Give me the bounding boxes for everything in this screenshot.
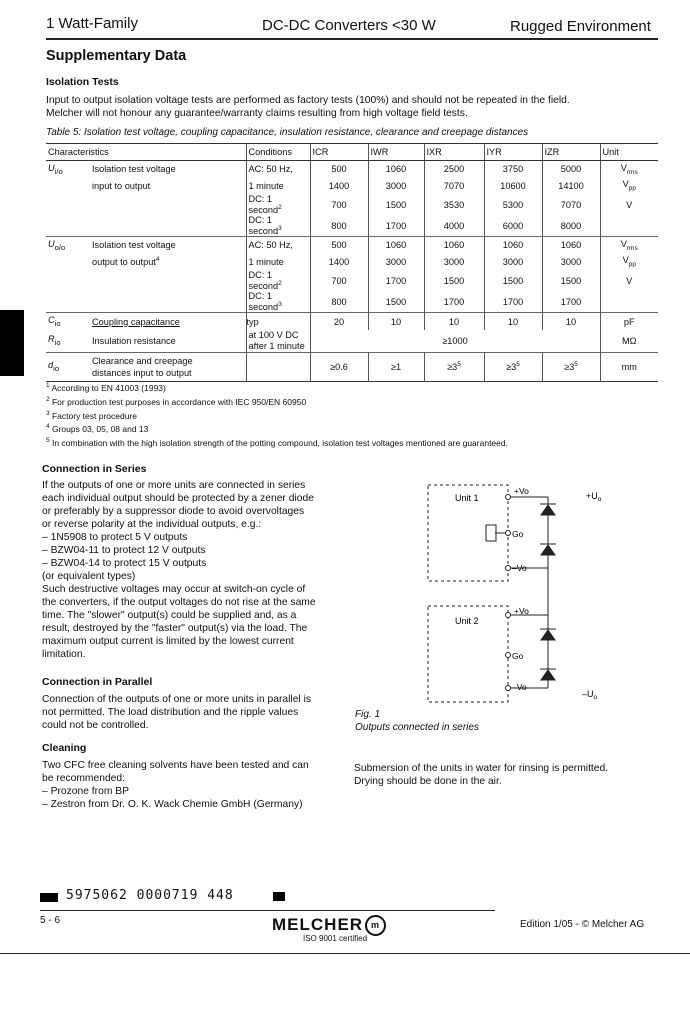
unit2-label: Unit 2 xyxy=(455,616,479,626)
uiso-value-ixr: 2500 xyxy=(424,161,484,178)
unit1-vo-plus: +Vo xyxy=(514,486,529,496)
col-iwr: IWR xyxy=(368,144,424,161)
uiso-value-icr: 1400 xyxy=(310,178,368,195)
output-plus-label: $+U_o$ xyxy=(586,491,602,503)
cio-label: Coupling capacitance xyxy=(92,316,180,327)
cio-value-ixr: 10 xyxy=(424,313,484,330)
uoo-row xyxy=(46,291,658,313)
uiso-row xyxy=(46,178,658,195)
uiso-symbol xyxy=(46,178,90,195)
series-text-line: limitation. xyxy=(42,649,86,660)
uiso-value-ixr: 3530 xyxy=(424,194,484,215)
uoo-value-icr: 500 xyxy=(310,237,368,254)
output-minus-label: $-U_o$ xyxy=(582,689,598,701)
uoo-value-iyr: 1060 xyxy=(484,237,542,254)
col-icr: ICR xyxy=(310,144,368,161)
uiso-value-iyr: 10600 xyxy=(484,178,542,195)
col-unit: Unit xyxy=(600,144,658,161)
uoo-value-iwr: 1060 xyxy=(368,237,424,254)
series-text-line: or preferably by a suppressor diode to avoid overvoltages xyxy=(42,506,305,517)
melcher-logo: MELCHER m xyxy=(272,915,386,936)
uoo-symbol xyxy=(46,291,90,313)
isolation-line-1: Input to output isolation voltage tests are performed as factory tests (100%) and should not be repeated in the field. xyxy=(46,95,570,106)
rio-cond: at 100 V DC after 1 minute xyxy=(246,330,310,353)
uoo-condition: DC: 1 second$^2$ xyxy=(246,270,310,291)
uiso-label xyxy=(90,215,246,237)
page-bottom-rule xyxy=(0,953,690,954)
series-text-line: – 1N5908 to protect 5 V outputs xyxy=(42,532,188,543)
uiso-label: input to output xyxy=(92,180,151,191)
rio-label: Insulation resistance xyxy=(92,335,176,346)
cleaning-right-line-2: Drying should be done in the air. xyxy=(354,776,502,787)
uoo-value-iyr: 1500 xyxy=(484,270,542,291)
cio-value-izr: 10 xyxy=(542,313,600,330)
uoo-value-iwr: 1500 xyxy=(368,291,424,313)
cleaning-text xyxy=(42,759,342,811)
footnotes xyxy=(46,380,658,449)
series-circuit-diagram xyxy=(400,475,650,710)
uoo-value-ixr: 1700 xyxy=(424,291,484,313)
unit1-label: Unit 1 xyxy=(455,493,479,503)
uiso-symbol: $U_{i/o}$ xyxy=(48,162,63,176)
cio-cond: typ xyxy=(246,313,310,330)
uoo-value-izr: 3000 xyxy=(542,254,600,271)
uoo-value-ixr: 3000 xyxy=(424,254,484,271)
cio-value-iwr: 10 xyxy=(368,313,424,330)
uiso-rows xyxy=(46,161,658,237)
unit1-vo-minus: –Vo xyxy=(512,563,527,573)
uiso-value-icr: 800 xyxy=(310,215,368,237)
figure-description: Outputs connected in series xyxy=(355,722,479,733)
col-izr: IZR xyxy=(542,144,600,161)
series-text-line: time. The "slower" output(s) could be supplied and, as a xyxy=(42,610,297,621)
dio-value-iwr: ≥1 xyxy=(368,352,424,381)
uoo-value-izr: 1500 xyxy=(542,270,600,291)
series-text-line: the converters, if the output voltages do not rise at the same xyxy=(42,597,316,608)
uiso-value-iwr: 3000 xyxy=(368,178,424,195)
isolation-intro xyxy=(46,94,658,120)
uoo-value-izr: 1700 xyxy=(542,291,600,313)
isolation-table xyxy=(46,143,658,382)
footer-rule xyxy=(40,910,495,911)
series-heading: Connection in Series xyxy=(42,463,147,475)
dio-value-icr: ≥0.6 xyxy=(310,352,368,381)
col-ixr: IXR xyxy=(424,144,484,161)
dio-label: Clearance and creepage distances input to output xyxy=(92,355,193,378)
uoo-label: output to output$^4$ xyxy=(92,256,160,268)
unit2-vo-plus: +Vo xyxy=(514,606,529,616)
uoo-row xyxy=(46,237,658,254)
cleaning-right-line-1: Submersion of the units in water for rinsing is permitted. xyxy=(354,763,609,774)
uoo-unit xyxy=(600,291,658,313)
series-text xyxy=(42,479,342,661)
uiso-unit: $V_{rms}$ xyxy=(600,161,658,178)
cio-row xyxy=(46,313,658,330)
dio-symbol: $d_{io}$ xyxy=(48,360,60,374)
uiso-value-izr: 8000 xyxy=(542,215,600,237)
unit1-go: Go xyxy=(512,529,524,539)
iso-certification: ISO 9001 certified xyxy=(303,934,368,943)
uoo-value-iwr: 1700 xyxy=(368,270,424,291)
isolation-line-2: Melcher will not honour any guarantee/warranty claims resulting from high voltage field tests. xyxy=(46,108,468,119)
uiso-condition: 1 minute xyxy=(246,178,310,195)
parallel-text-line: not permitted. The load distribution and the ripple values xyxy=(42,707,299,718)
parallel-text xyxy=(42,693,342,732)
uiso-symbol xyxy=(46,215,90,237)
series-text-line: If the outputs of one or more units are connected in series xyxy=(42,480,306,491)
header-environment: Rugged Environment xyxy=(510,18,651,35)
dio-value-izr: $\ge 3^5$ xyxy=(542,352,600,381)
footnote: $^1$ According to EN 41003 (1993) xyxy=(46,382,166,393)
dio-value-ixr: $\ge 3^5$ xyxy=(424,352,484,381)
dio-row xyxy=(46,352,658,381)
uiso-symbol xyxy=(46,194,90,215)
uiso-value-iwr: 1700 xyxy=(368,215,424,237)
uiso-row xyxy=(46,161,658,178)
uiso-condition: AC: 50 Hz, xyxy=(246,161,310,178)
rio-row xyxy=(46,330,658,353)
cio-symbol: $C_{io}$ xyxy=(48,315,61,328)
uoo-rows xyxy=(46,237,658,313)
uoo-value-icr: 700 xyxy=(310,270,368,291)
barcode-mark-left xyxy=(40,893,58,902)
uoo-value-iyr: 1700 xyxy=(484,291,542,313)
uiso-row xyxy=(46,194,658,215)
page-edge-tab xyxy=(0,310,24,376)
parallel-text-line: could not be controlled. xyxy=(42,720,149,731)
uiso-value-iyr: 6000 xyxy=(484,215,542,237)
uiso-unit: V xyxy=(600,194,658,215)
figure-caption xyxy=(355,708,479,734)
uoo-value-icr: 800 xyxy=(310,291,368,313)
uiso-value-ixr: 4000 xyxy=(424,215,484,237)
footnote: $^5$ In combination with the high isolation strength of the potting compound, isolation test voltages mentioned are guaranteed. xyxy=(46,437,508,449)
uoo-condition: 1 minute xyxy=(246,254,310,271)
uoo-value-iwr: 3000 xyxy=(368,254,424,271)
series-text-line: Such destructive voltages may occur at switch-on cycle of xyxy=(42,584,306,595)
uoo-row xyxy=(46,254,658,271)
parallel-text-line: Connection of the outputs of one or more units in parallel is xyxy=(42,694,312,705)
footnote: $^2$ For production test purposes in accordance with IEC 950/EN 60950 xyxy=(46,395,307,407)
dio-cond xyxy=(246,352,310,381)
cleaning-heading: Cleaning xyxy=(42,742,87,754)
uoo-value-iyr: 3000 xyxy=(484,254,542,271)
uoo-unit: $V_{pp}$ xyxy=(600,254,658,271)
uoo-symbol xyxy=(46,270,90,291)
unit2-go: Go xyxy=(512,651,524,661)
figure-number: Fig. 1 xyxy=(355,709,381,720)
cleaning-text-line: Two CFC free cleaning solvents have been tested and can xyxy=(42,760,309,771)
series-text-line: – BZW04-14 to protect 15 V outputs xyxy=(42,558,207,569)
uoo-unit: V xyxy=(600,270,658,291)
isolation-heading: Isolation Tests xyxy=(46,76,119,88)
logo-emblem-icon: m xyxy=(365,915,386,936)
uiso-value-iyr: 5300 xyxy=(484,194,542,215)
edition-note: Edition 1/05 - © Melcher AG xyxy=(520,919,645,930)
parallel-heading: Connection in Parallel xyxy=(42,676,153,688)
footnote: $^3$ Factory test procedure xyxy=(46,409,138,421)
series-text-line: or reverse polarity at the individual outputs, e.g.: xyxy=(42,519,262,530)
uiso-label xyxy=(90,194,246,215)
header-rule xyxy=(46,38,658,40)
cleaning-text-line: – Zestron from Dr. O. K. Wack Chemie GmbH (Germany) xyxy=(42,799,303,810)
col-characteristics: Characteristics xyxy=(46,144,246,161)
page-number: 5 - 6 xyxy=(40,915,61,926)
table-header-row xyxy=(46,144,658,161)
table-caption: Table 5: Isolation test voltage, coupling capacitance, insulation resistance, clearance and creepage distances xyxy=(46,127,529,138)
uiso-value-izr: 14100 xyxy=(542,178,600,195)
uiso-value-ixr: 7070 xyxy=(424,178,484,195)
uoo-label xyxy=(90,270,246,291)
cleaning-text-line: – Prozone from BP xyxy=(42,786,129,797)
uoo-value-ixr: 1060 xyxy=(424,237,484,254)
uiso-value-iyr: 3750 xyxy=(484,161,542,178)
uoo-row xyxy=(46,270,658,291)
uoo-value-izr: 1060 xyxy=(542,237,600,254)
header-family: 1 Watt-Family xyxy=(46,15,138,32)
cio-unit: pF xyxy=(600,313,658,330)
uiso-label: Isolation test voltage xyxy=(92,164,176,175)
uoo-value-icr: 1400 xyxy=(310,254,368,271)
uoo-symbol: $U_{o/o}$ xyxy=(48,238,66,252)
cleaning-text-line: be recommended: xyxy=(42,773,125,784)
series-text-line: maximum output current is limited by the lowest current xyxy=(42,636,294,647)
col-conditions: Conditions xyxy=(246,144,310,161)
dio-value-iyr: $\ge 3^5$ xyxy=(484,352,542,381)
uiso-value-izr: 5000 xyxy=(542,161,600,178)
series-text-line: – BZW04-11 to protect 12 V outputs xyxy=(42,545,206,556)
uiso-condition: DC: 1 second$^3$ xyxy=(246,215,310,237)
rio-unit: MΩ xyxy=(600,330,658,353)
uiso-value-icr: 500 xyxy=(310,161,368,178)
cleaning-right xyxy=(354,762,664,788)
uiso-value-iwr: 1060 xyxy=(368,161,424,178)
section-title: Supplementary Data xyxy=(46,48,187,64)
uoo-symbol xyxy=(46,254,90,271)
cio-value-icr: 20 xyxy=(310,313,368,330)
header-product: DC-DC Converters <30 W xyxy=(262,17,436,34)
series-text-line: result, destroyed by the "faster" output(s) via the load. The xyxy=(42,623,308,634)
uiso-condition: DC: 1 second$^2$ xyxy=(246,194,310,215)
uoo-condition: AC: 50 Hz, xyxy=(246,237,310,254)
rio-value: ≥1000 xyxy=(310,330,600,353)
barcode-number: 5975062 0000719 448 xyxy=(66,888,234,903)
uiso-value-icr: 700 xyxy=(310,194,368,215)
footnote: $^4$ Groups 03, 05, 08 and 13 xyxy=(46,423,149,435)
series-text-line: (or equivalent types) xyxy=(42,571,136,582)
barcode-mark-right xyxy=(273,892,285,901)
uiso-value-iwr: 1500 xyxy=(368,194,424,215)
uiso-row xyxy=(46,215,658,237)
uoo-label: Isolation test voltage xyxy=(92,240,176,251)
uoo-condition: DC: 1 second$^3$ xyxy=(246,291,310,313)
uiso-unit xyxy=(600,215,658,237)
uoo-value-ixr: 1500 xyxy=(424,270,484,291)
dio-unit: mm xyxy=(600,352,658,381)
unit2-vo-minus: –Vo xyxy=(512,682,527,692)
series-text-line: each individual output should be protected by a zener diode xyxy=(42,493,314,504)
uiso-value-izr: 7070 xyxy=(542,194,600,215)
uoo-label xyxy=(90,291,246,313)
uiso-unit: $V_{pp}$ xyxy=(600,178,658,195)
rio-symbol: $R_{io}$ xyxy=(48,334,61,348)
cio-value-iyr: 10 xyxy=(484,313,542,330)
col-iyr: IYR xyxy=(484,144,542,161)
uoo-unit: $V_{rms}$ xyxy=(600,237,658,254)
